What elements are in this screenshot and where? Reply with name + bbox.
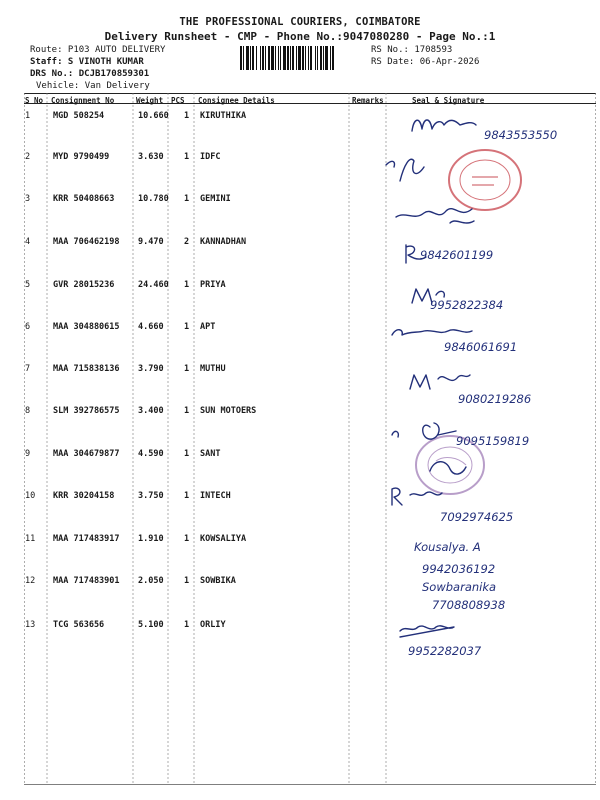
row-4-sno: 4 [25, 237, 31, 247]
row-3-consignee: GEMINI [200, 194, 231, 204]
signature-7-phone: 9080219286 [458, 392, 532, 406]
row-2-sno: 2 [25, 152, 31, 162]
signature-12-phone: 7708808938 [432, 598, 506, 612]
row-8-sno: 8 [25, 406, 31, 416]
row-7-consignee: MUTHU [200, 364, 226, 374]
row-9-consignment: MAA 304679877 [53, 449, 120, 459]
drs-number: DRS No.: DCJB170859301 [30, 69, 150, 79]
row-12-pcs: 1 [184, 576, 190, 586]
row-4-pcs: 2 [184, 237, 190, 247]
row-12-sno: 12 [25, 576, 36, 586]
row-5-weight: 24.460 [138, 280, 169, 290]
row-3-weight: 10.780 [138, 194, 169, 204]
row-7-weight: 3.790 [138, 364, 164, 374]
signature-8-phone: 9095159819 [456, 434, 530, 448]
row-6-weight: 4.660 [138, 322, 164, 332]
row-6-consignment: MAA 304880615 [53, 322, 120, 332]
row-5-consignee: PRIYA [200, 280, 226, 290]
col-header-sno: S No [25, 96, 44, 105]
row-2-consignment: MYD 9790499 [53, 152, 110, 162]
row-5-pcs: 1 [184, 280, 190, 290]
barcode-image [240, 46, 366, 70]
row-11-consignee: KOWSALIYA [200, 534, 247, 544]
row-9-sno: 9 [25, 449, 31, 459]
row-12-consignment: MAA 717483901 [53, 576, 120, 586]
row-8-pcs: 1 [184, 406, 190, 416]
signature-6-phone: 9846061691 [444, 340, 518, 354]
row-5-consignment: GVR 28015236 [53, 280, 115, 290]
col-header-consignee: Consignee Details [198, 96, 275, 105]
col-header-consignment: Consignment No [51, 96, 115, 105]
row-10-weight: 3.750 [138, 491, 164, 501]
row-9-pcs: 1 [184, 449, 190, 459]
route-info: Route: P103 AUTO DELIVERY [30, 45, 166, 55]
signature-5-phone: 9952822384 [430, 298, 504, 312]
row-1-weight: 10.660 [138, 111, 169, 121]
row-7-pcs: 1 [184, 364, 190, 374]
rs-date: RS Date: 06-Apr-2026 [371, 57, 480, 67]
row-4-consignment: MAA 706462198 [53, 237, 120, 247]
row-11-weight: 1.910 [138, 534, 164, 544]
signature-11-phone: 9942036192 [422, 562, 496, 576]
signature-1-phone: 9843553550 [484, 128, 558, 142]
row-9-weight: 4.590 [138, 449, 164, 459]
row-11-consignment: MAA 717483917 [53, 534, 120, 544]
row-10-consignment: KRR 30204158 [53, 491, 115, 501]
row-13-sno: 13 [25, 620, 36, 630]
row-3-pcs: 1 [184, 194, 190, 204]
row-10-pcs: 1 [184, 491, 190, 501]
row-13-consignment: TCG 563656 [53, 620, 105, 630]
row-10-consignee: INTECH [200, 491, 231, 501]
row-6-pcs: 1 [184, 322, 190, 332]
row-11-sno: 11 [25, 534, 36, 544]
row-12-consignee: SOWBIKA [200, 576, 236, 586]
staff-info: Staff: S VINOTH KUMAR [30, 57, 144, 67]
row-10-sno: 10 [25, 491, 36, 501]
row-7-sno: 7 [25, 364, 31, 374]
col-header-weight: Weight [136, 96, 164, 105]
row-8-consignee: SUN MOTOERS [200, 406, 257, 416]
row-13-weight: 5.100 [138, 620, 164, 630]
row-1-consignment: MGD 508254 [53, 111, 105, 121]
col-header-seal-signature: Seal & Signature [412, 96, 485, 105]
signature-11-name: Kousalya. A [414, 540, 481, 554]
vehicle-info: Vehicle: Van Delivery [36, 81, 150, 91]
row-6-sno: 6 [25, 322, 31, 332]
row-4-consignee: KANNADHAN [200, 237, 247, 247]
row-12-weight: 2.050 [138, 576, 164, 586]
row-3-sno: 3 [25, 194, 31, 204]
row-5-sno: 5 [25, 280, 31, 290]
row-6-consignee: APT [200, 322, 216, 332]
row-8-consignment: SLM 392786575 [53, 406, 120, 416]
runsheet-title: Delivery Runsheet - CMP - Phone No.:9047080280 - Page No.:1 [104, 30, 496, 43]
row-1-consignee: KIRUTHIKA [200, 111, 247, 121]
row-3-consignment: KRR 50408663 [53, 194, 115, 204]
row-13-pcs: 1 [184, 620, 190, 630]
signature-4-phone: 9842601199 [420, 248, 494, 262]
row-1-pcs: 1 [184, 111, 190, 121]
row-2-consignee: IDFC [200, 152, 221, 162]
row-13-consignee: ORLIY [200, 620, 226, 630]
row-9-consignee: SANT [200, 449, 221, 459]
company-name: THE PROFESSIONAL COURIERS, COIMBATORE [179, 16, 421, 28]
rs-number: RS No.: 1708593 [371, 45, 453, 55]
signature-12-name: Sowbaranika [422, 580, 497, 594]
row-4-weight: 9.470 [138, 237, 164, 247]
row-2-pcs: 1 [184, 152, 190, 162]
row-8-weight: 3.400 [138, 406, 164, 416]
row-1-sno: 1 [25, 111, 31, 121]
signature-10-phone: 7092974625 [440, 510, 514, 524]
col-header-pcs: PCS [171, 96, 185, 105]
row-7-consignment: MAA 715838136 [53, 364, 120, 374]
signature-13-phone: 9952282037 [408, 644, 482, 658]
row-2-weight: 3.630 [138, 152, 164, 162]
col-header-remarks: Remarks [352, 96, 384, 105]
row-11-pcs: 1 [184, 534, 190, 544]
